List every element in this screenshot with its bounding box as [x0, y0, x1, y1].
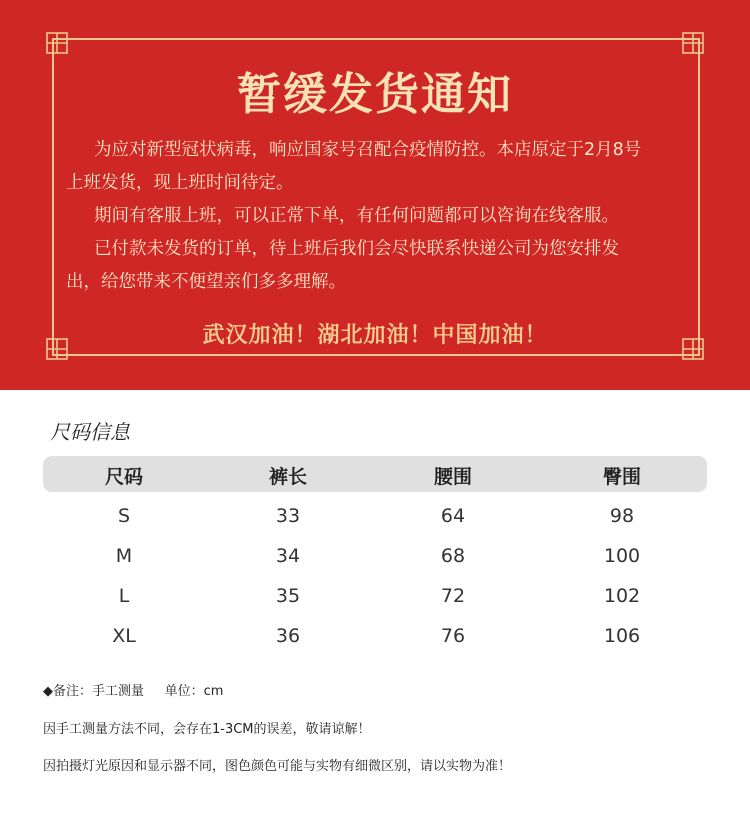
table-cell: 76 — [440, 625, 466, 647]
table-header-cell: 臀围 — [602, 466, 641, 488]
note-color-difference: 因拍摄灯光原因和显示器不同，图色颜色可能与实物有细微区别，请以实物为准！ — [43, 759, 512, 774]
table-cell: 98 — [609, 505, 635, 527]
table-cell: 64 — [440, 505, 466, 527]
notice-paragraph: 为应对新型冠状病毒，响应国家号召配合疫情防控。本店原定于2月8号 — [94, 140, 642, 160]
table-header-cell: 尺码 — [104, 466, 143, 488]
table-cell: XL — [112, 625, 136, 647]
notice-paragraph: 上班发货，现上班时间待定。 — [66, 173, 294, 193]
table-cell: 102 — [603, 585, 641, 607]
table-cell: 36 — [275, 625, 301, 647]
table-cell: 33 — [275, 505, 301, 527]
notice-paragraph: 出，给您带来不便望亲们多多理解。 — [66, 272, 346, 292]
table-cell: 72 — [440, 585, 466, 607]
note-measure-error: 因手工测量方法不同，会存在1-3CM的误差，敬请谅解！ — [43, 722, 371, 737]
table-cell: 100 — [603, 545, 641, 567]
notice-title: 暂缓发货通知 — [237, 69, 513, 120]
table-cell: 68 — [440, 545, 466, 567]
notice-body — [66, 134, 690, 299]
notice-slogan: 武汉加油！湖北加油！中国加油！ — [202, 323, 548, 348]
table-cell: L — [118, 585, 130, 607]
table-cell: 106 — [603, 625, 641, 647]
table-cell: 35 — [275, 585, 301, 607]
size-info-title: 尺码信息 — [50, 420, 130, 444]
table-cell: S — [117, 505, 131, 527]
table-cell: M — [115, 545, 133, 567]
notice-paragraph: 已付款未发货的订单，待上班后我们会尽快联系快递公司为您安排发 — [94, 239, 619, 259]
notice-paragraph: 期间有客服上班，可以正常下单，有任何问题都可以咨询在线客服。 — [94, 206, 619, 226]
note-measure-unit: ◆备注：手工测量 单位：cm — [43, 684, 224, 699]
corner-ornament-icon — [682, 32, 704, 54]
table-cell: 34 — [275, 545, 301, 567]
corner-ornament-icon — [46, 32, 68, 54]
table-header-cell: 腰围 — [433, 466, 472, 488]
table-header-cell: 裤长 — [268, 466, 307, 488]
